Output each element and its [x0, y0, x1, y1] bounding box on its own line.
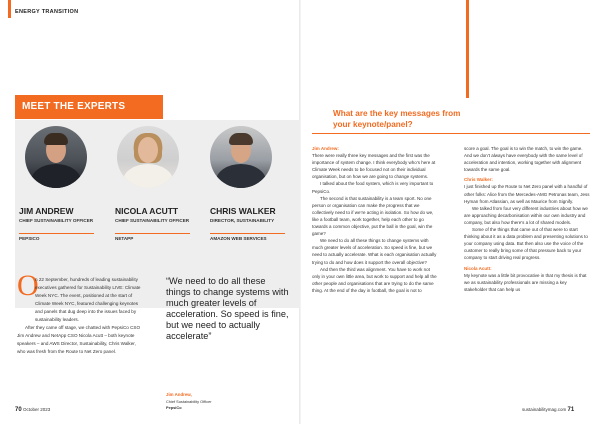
expert-name: CHRIS WALKER — [210, 206, 276, 216]
article-column-2 — [464, 145, 590, 293]
portrait-nicola-acutt — [117, 126, 179, 188]
expert-org: NETAPP — [115, 236, 134, 241]
pull-quote: “We need to do all these things to change systems with much greater levels of acceleration. So speed is fine, but we need to actually accelerate” — [166, 276, 289, 341]
speaker-label: Jim Andrew: — [312, 146, 339, 151]
section-accent-bar — [8, 0, 11, 18]
article-paragraph: We talked from four very different industries about how we are approaching decarbonisation within our own industry and company, but also how there’s a lot of shared models. — [464, 205, 588, 225]
expert-name: JIM ANDREW — [19, 206, 74, 216]
quote-attribution-name: Jim Andrew, — [166, 392, 192, 397]
article-paragraph: I talked about the food system, which is very important to PepsiCo. — [312, 181, 434, 194]
article-column-1 — [312, 145, 438, 294]
drop-cap: O — [17, 269, 39, 302]
issue-date: October 2023 — [22, 407, 51, 412]
expert-role: DIRECTOR, SUSTAINABILITY — [210, 218, 275, 223]
quote-attribution-role: Chief Sustainability Officer — [166, 399, 212, 404]
portrait-jim-andrew — [25, 126, 87, 188]
article-question: What are the key messages from your keynote/panel? — [333, 109, 461, 129]
intro-paragraph: After they came off stage, we chatted with PepsiCo CSO Jim Andrew and NetApp CSO Nicola Acutt – both keynote speakers – and AWS Director, Sustainability, Chris Walker, who was fresh from the Route to Net Zero panel. — [17, 325, 141, 354]
portrait-chris-walker — [210, 126, 272, 188]
article-paragraph: I just finished up the Route to Net Zero panel with a handful of other folks: Alice from the Mercedes-AMG Petronas team, Jess Hyman from Atlassian, as well as Maurice from Signify. — [464, 184, 590, 204]
article-paragraph: The second is that sustainability is a team sport. No one person or organisation can make the progress that we collectively need to if we’re acting in isolation. So how do we, like a football team, work together, help each other to go towards a common objective, put the ball in the goal, win the game? — [312, 195, 434, 237]
speaker-label: Nicola Acutt: — [464, 265, 492, 271]
article-paragraph: And then the third was alignment. You have to work not only in your own little area, but work to support and help all the other people and organisations that are trying to do the same thing. At the end of the day in football, the goal is not to — [312, 266, 437, 293]
top-accent-line — [466, 0, 469, 98]
intro-text — [17, 276, 143, 356]
article-paragraph: Some of the things that came out of that were to start thinking about it as a data problem and presenting solutions to your company using data. But then also use the voice of the customer to really bring some of that pressure back to your company to start driving real progress. — [464, 227, 588, 261]
question-divider — [312, 133, 590, 134]
expert-role: CHIEF SUSTAINABILITY OFFICER — [115, 218, 190, 223]
expert-org: PEPSICO — [19, 236, 40, 241]
expert-divider — [210, 233, 285, 234]
portrait-head — [138, 137, 158, 163]
experts-heading — [15, 95, 163, 119]
portrait-hair — [44, 133, 68, 145]
portrait-shoulders — [123, 164, 173, 188]
quote-attribution-org: PepsiCo — [166, 405, 182, 410]
article-paragraph: We need to do all these things to change systems with much greater levels of acceleration. So speed is fine, but we need to actually accelerate. What is each organisation actually trying to do and how does it support the overall objective? — [312, 238, 437, 265]
portrait-shoulders — [216, 164, 266, 188]
portrait-shoulders — [31, 164, 81, 188]
footer-right — [522, 407, 574, 413]
experts-heading-text: MEET THE EXPERTS — [22, 101, 126, 112]
speaker-label: Chris Walker: — [464, 177, 493, 183]
intro-paragraph: n 22 September, hundreds of leading sustainability executives gathered for Sustainability LIVE: Climate Week NYC. The event, positioned at the start of Climate Week NYC, featured challenging keynotes and panels that dug deep into the issues faced by sustainability leaders. — [35, 277, 141, 322]
article-paragraph: There were really three key messages and the first was the importance of system change. I think everybody who’s here at Climate Week needs to be focused not on their individual organisation, but on how we are going to change systems. — [312, 153, 436, 180]
expert-org: AMAZON WEB SERVICES — [210, 236, 267, 241]
page-number: 70 — [15, 407, 22, 413]
expert-divider — [19, 233, 94, 234]
article-paragraph: My keynote was a little bit provocative in that my thesis is that we as sustainability professionals are missing a key stakeholder that can help us — [464, 272, 587, 292]
footer-left — [15, 407, 50, 413]
section-title: ENERGY TRANSITION — [15, 9, 79, 15]
site-name: sustainabilitymag.com — [522, 407, 567, 412]
expert-role: CHIEF SUSTAINABILITY OFFICER — [19, 218, 94, 223]
expert-divider — [115, 233, 190, 234]
portrait-hair — [229, 133, 253, 145]
page-number: 71 — [567, 407, 575, 413]
article-paragraph: score a goal. The goal is to win the match, to win the game. And we don’t always have everybody with the same level of acceleration and intention, working together with alignment towards the same goal. — [464, 146, 583, 173]
expert-name: NICOLA ACUTT — [115, 206, 179, 216]
